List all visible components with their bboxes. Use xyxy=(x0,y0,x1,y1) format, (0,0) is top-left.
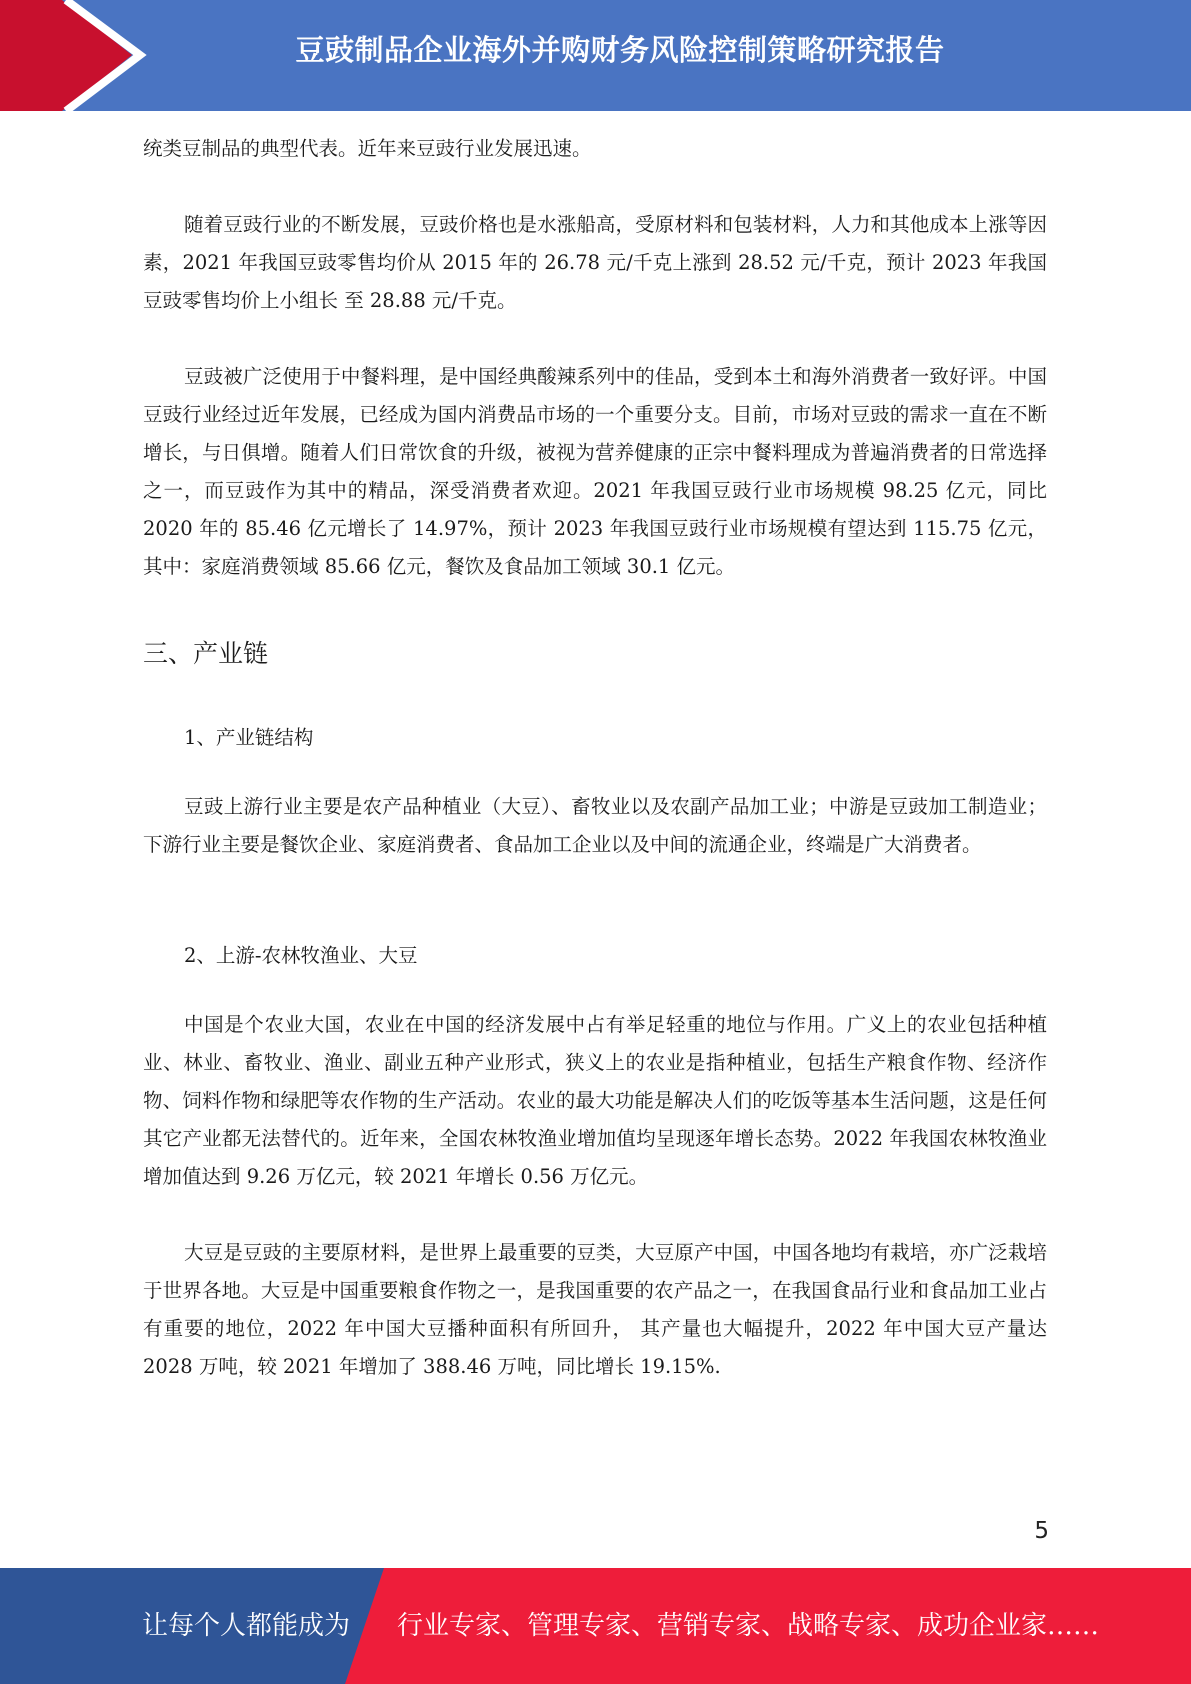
paragraph-soybean: 大豆是豆豉的主要原材料，是世界上最重要的豆类，大豆原产中国，中国各地均有栽培，亦广泛栽培于世界各地。大豆是中国重要粮食作物之一，是我国重要的农产品之一，在我国食品行业和食品加工业占有重要的地位，2022 年中国大豆播种面积有所回升， 其产量也大幅提升，2022 年中国大豆产量达 2028 万吨，较 2021 年增加了 388.46 万吨，同比增长 19.15%. xyxy=(143,1241,1047,1378)
paragraph-market: 豆豉被广泛使用于中餐料理，是中国经典酸辣系列中的佳品，受到本土和海外消费者一致好评。中国豆豉行业经过近年发展，已经成为国内消费品市场的一个重要分支。目前，市场对豆豉的需求一直在不断增长，与日俱增。随着人们日常饮食的升级，被视为营养健康的正宗中餐料理成为普遍消费者的日常选择之一，而豆豉作为其中的精品，深受消费者欢迎。2021 年我国豆豉行业市场规模 98.25 亿元，同比 2020 年的 85.46 亿元增长了 14.97%，预计 2023 年我国豆豉行业市场规模有望达到 115.75 亿元，其中：家庭消费领域 85.66 亿元，餐饮及食品加工领域 30.1 亿元。 xyxy=(143,365,1047,578)
document-title: 豆豉制品企业海外并购财务风险控制策略研究报告 xyxy=(295,33,945,67)
paragraph-chain-structure: 豆豉上游行业主要是农产品种植业（大豆）、畜牧业以及农副产品加工业；中游是豆豉加工制造业；下游行业主要是餐饮企业、家庭消费者、食品加工企业以及中间的流通企业，终端是广大消费者。 xyxy=(143,795,1047,856)
paragraph-continued: 统类豆制品的典型代表。近年来豆豉行业发展迅速。 xyxy=(143,137,592,160)
subheading-chain-structure: 1、产业链结构 xyxy=(184,726,314,749)
page-content xyxy=(143,130,1047,1386)
page-header xyxy=(0,0,1191,111)
footer-slogan-right: 行业专家、管理专家、营销专家、战略专家、成功企业家…… xyxy=(397,1611,1100,1641)
paragraph-agriculture: 中国是个农业大国，农业在中国的经济发展中占有举足轻重的地位与作用。广义上的农业包括种植业、林业、畜牧业、渔业、副业五种产业形式，狭义上的农业是指种植业，包括生产粮食作物、经济作物、饲料作物和绿肥等农作物的生产活动。农业的最大功能是解决人们的吃饭等基本生活问题，这是任何其它产业都无法替代的。近年来，全国农林牧渔业增加值均呈现逐年增长态势。2022 年我国农林牧渔业增加值达到 9.26 万亿元，较 2021 年增长 0.56 万亿元。 xyxy=(143,1013,1047,1188)
section-heading-industry-chain: 三、产业链 xyxy=(143,639,269,668)
subheading-upstream: 2、上游-农林牧渔业、大豆 xyxy=(184,944,418,967)
page-number: 5 xyxy=(1034,1518,1049,1544)
page-footer xyxy=(0,1568,1191,1684)
paragraph-price: 随着豆豉行业的不断发展，豆豉价格也是水涨船高，受原材料和包装材料，人力和其他成本上涨等因素，2021 年我国豆豉零售均价从 2015 年的 26.78 元/千克上涨到 28.52 元/千克，预计 2023 年我国豆豉零售均价上小组长 至 28.88 元/千克。 xyxy=(143,213,1047,312)
footer-slogan-left: 让每个人都能成为 xyxy=(142,1611,351,1641)
